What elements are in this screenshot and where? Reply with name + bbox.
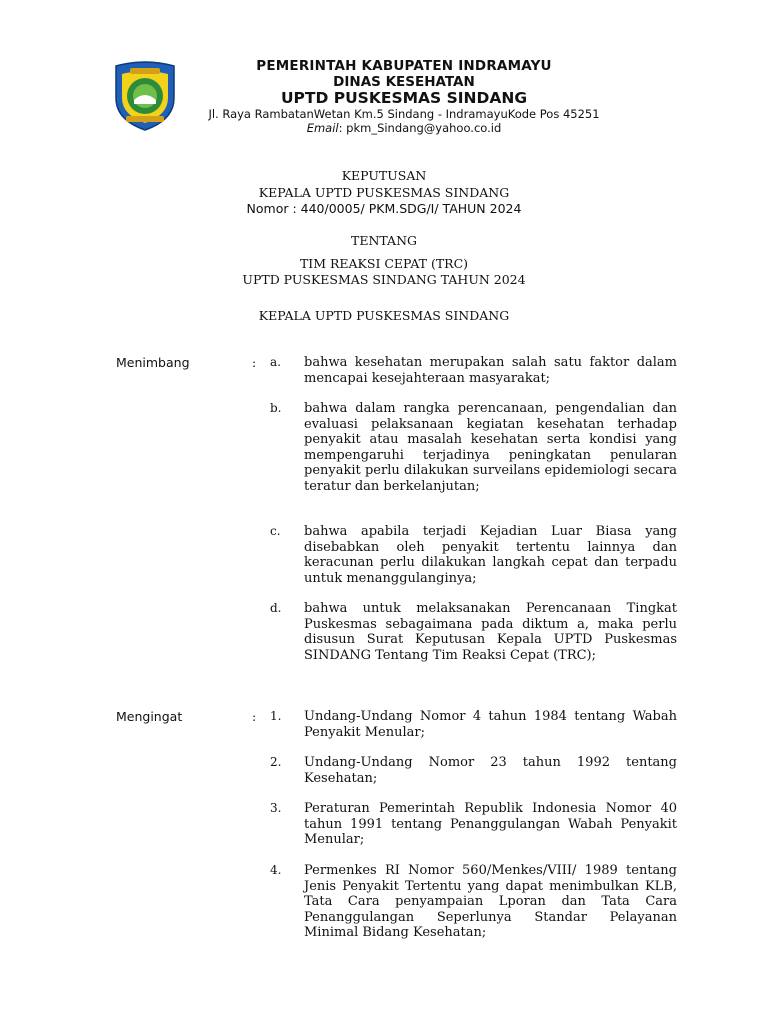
address: Jl. Raya RambatanWetan Km.5 Sindang - IndramayuKode Pos 45251 [208,107,600,121]
list-marker: a. [270,355,281,369]
list-marker: 4. [270,863,282,877]
agency-name: DINAS KESEHATAN [333,74,475,90]
email-line [0,121,768,135]
list-marker: d. [270,601,282,615]
mengingat-colon: : [252,709,257,724]
unit-name: UPTD PUSKESMAS SINDANG [280,89,528,107]
list-marker: c. [270,524,281,538]
decree-title: KEPUTUSAN [341,168,427,183]
menimbang-label: Menimbang [116,355,190,370]
menimbang-item-b: bahwa dalam rangka perencanaan, pengendalian dan evaluasi pelaksanaan kegiatan kesehatan terhadap penyakit atau masalah kesehatan serta kondisi yang mempengaruhi terjadinya peningkatan penularan penyakit perlu dilakukan surveilans epidemiologi secara teratur dan berkelanjutan; [304,401,677,494]
list-marker: 3. [270,801,282,815]
mengingat-item-1: Undang-Undang Nomor 4 tahun 1984 tentang Wabah Penyakit Menular; [304,709,677,740]
mengingat-item-4: Permenkes RI Nomor 560/Menkes/VIII/ 1989 tentang Jenis Penyakit Tertentu yang dapat menimbulkan KLB, Tata Cara penyampaian Lporan dan Tata Cara Penanggulangan Seperlunya Standar Pelayanan Minimal Bidang Kesehatan; [304,863,677,940]
email-value: : pkm_Sindang@yahoo.co.id [338,121,502,135]
menimbang-item-a: bahwa kesehatan merupakan salah satu faktor dalam mencapai kesejahteraan masyarakat; [304,355,677,386]
list-marker: b. [270,401,282,415]
about-heading: TENTANG [350,233,417,248]
list-marker: 1. [270,709,282,723]
government-name: PEMERINTAH KABUPATEN INDRAMAYU [256,58,552,74]
subject-line-2: UPTD PUSKESMAS SINDANG TAHUN 2024 [242,272,526,287]
menimbang-colon: : [252,355,257,370]
decree-number: Nomor : 440/0005/ PKM.SDG/I/ TAHUN 2024 [246,201,522,216]
menimbang-item-d: bahwa untuk melaksanakan Perencanaan Tingkat Puskesmas sebagaimana pada diktum a, maka perlu disusun Surat Keputusan Kepala UPTD Puskesmas SINDANG Tentang Tim Reaksi Cepat (TRC); [304,601,677,663]
decree-issuer: KEPALA UPTD PUSKESMAS SINDANG [258,185,510,200]
mengingat-label: Mengingat [116,709,183,724]
list-marker: 2. [270,755,282,769]
letterhead [0,0,768,150]
mengingat-item-2: Undang-Undang Nomor 23 tahun 1992 tentang Kesehatan; [304,755,677,786]
email-label: Email [306,121,339,135]
menimbang-item-c: bahwa apabila terjadi Kejadian Luar Biasa yang disebabkan oleh penyakit tertentu lainnya dan keracunan perlu dilakukan langkah cepat dan terpadu untuk menanggulanginya; [304,524,677,586]
mengingat-item-3: Peraturan Pemerintah Republik Indonesia Nomor 40 tahun 1991 tentang Penanggulangan Wabah Penyakit Menular; [304,801,677,847]
issuing-authority: KEPALA UPTD PUSKESMAS SINDANG [258,308,510,323]
subject-line-1: TIM REAKSI CEPAT (TRC) [299,256,469,271]
